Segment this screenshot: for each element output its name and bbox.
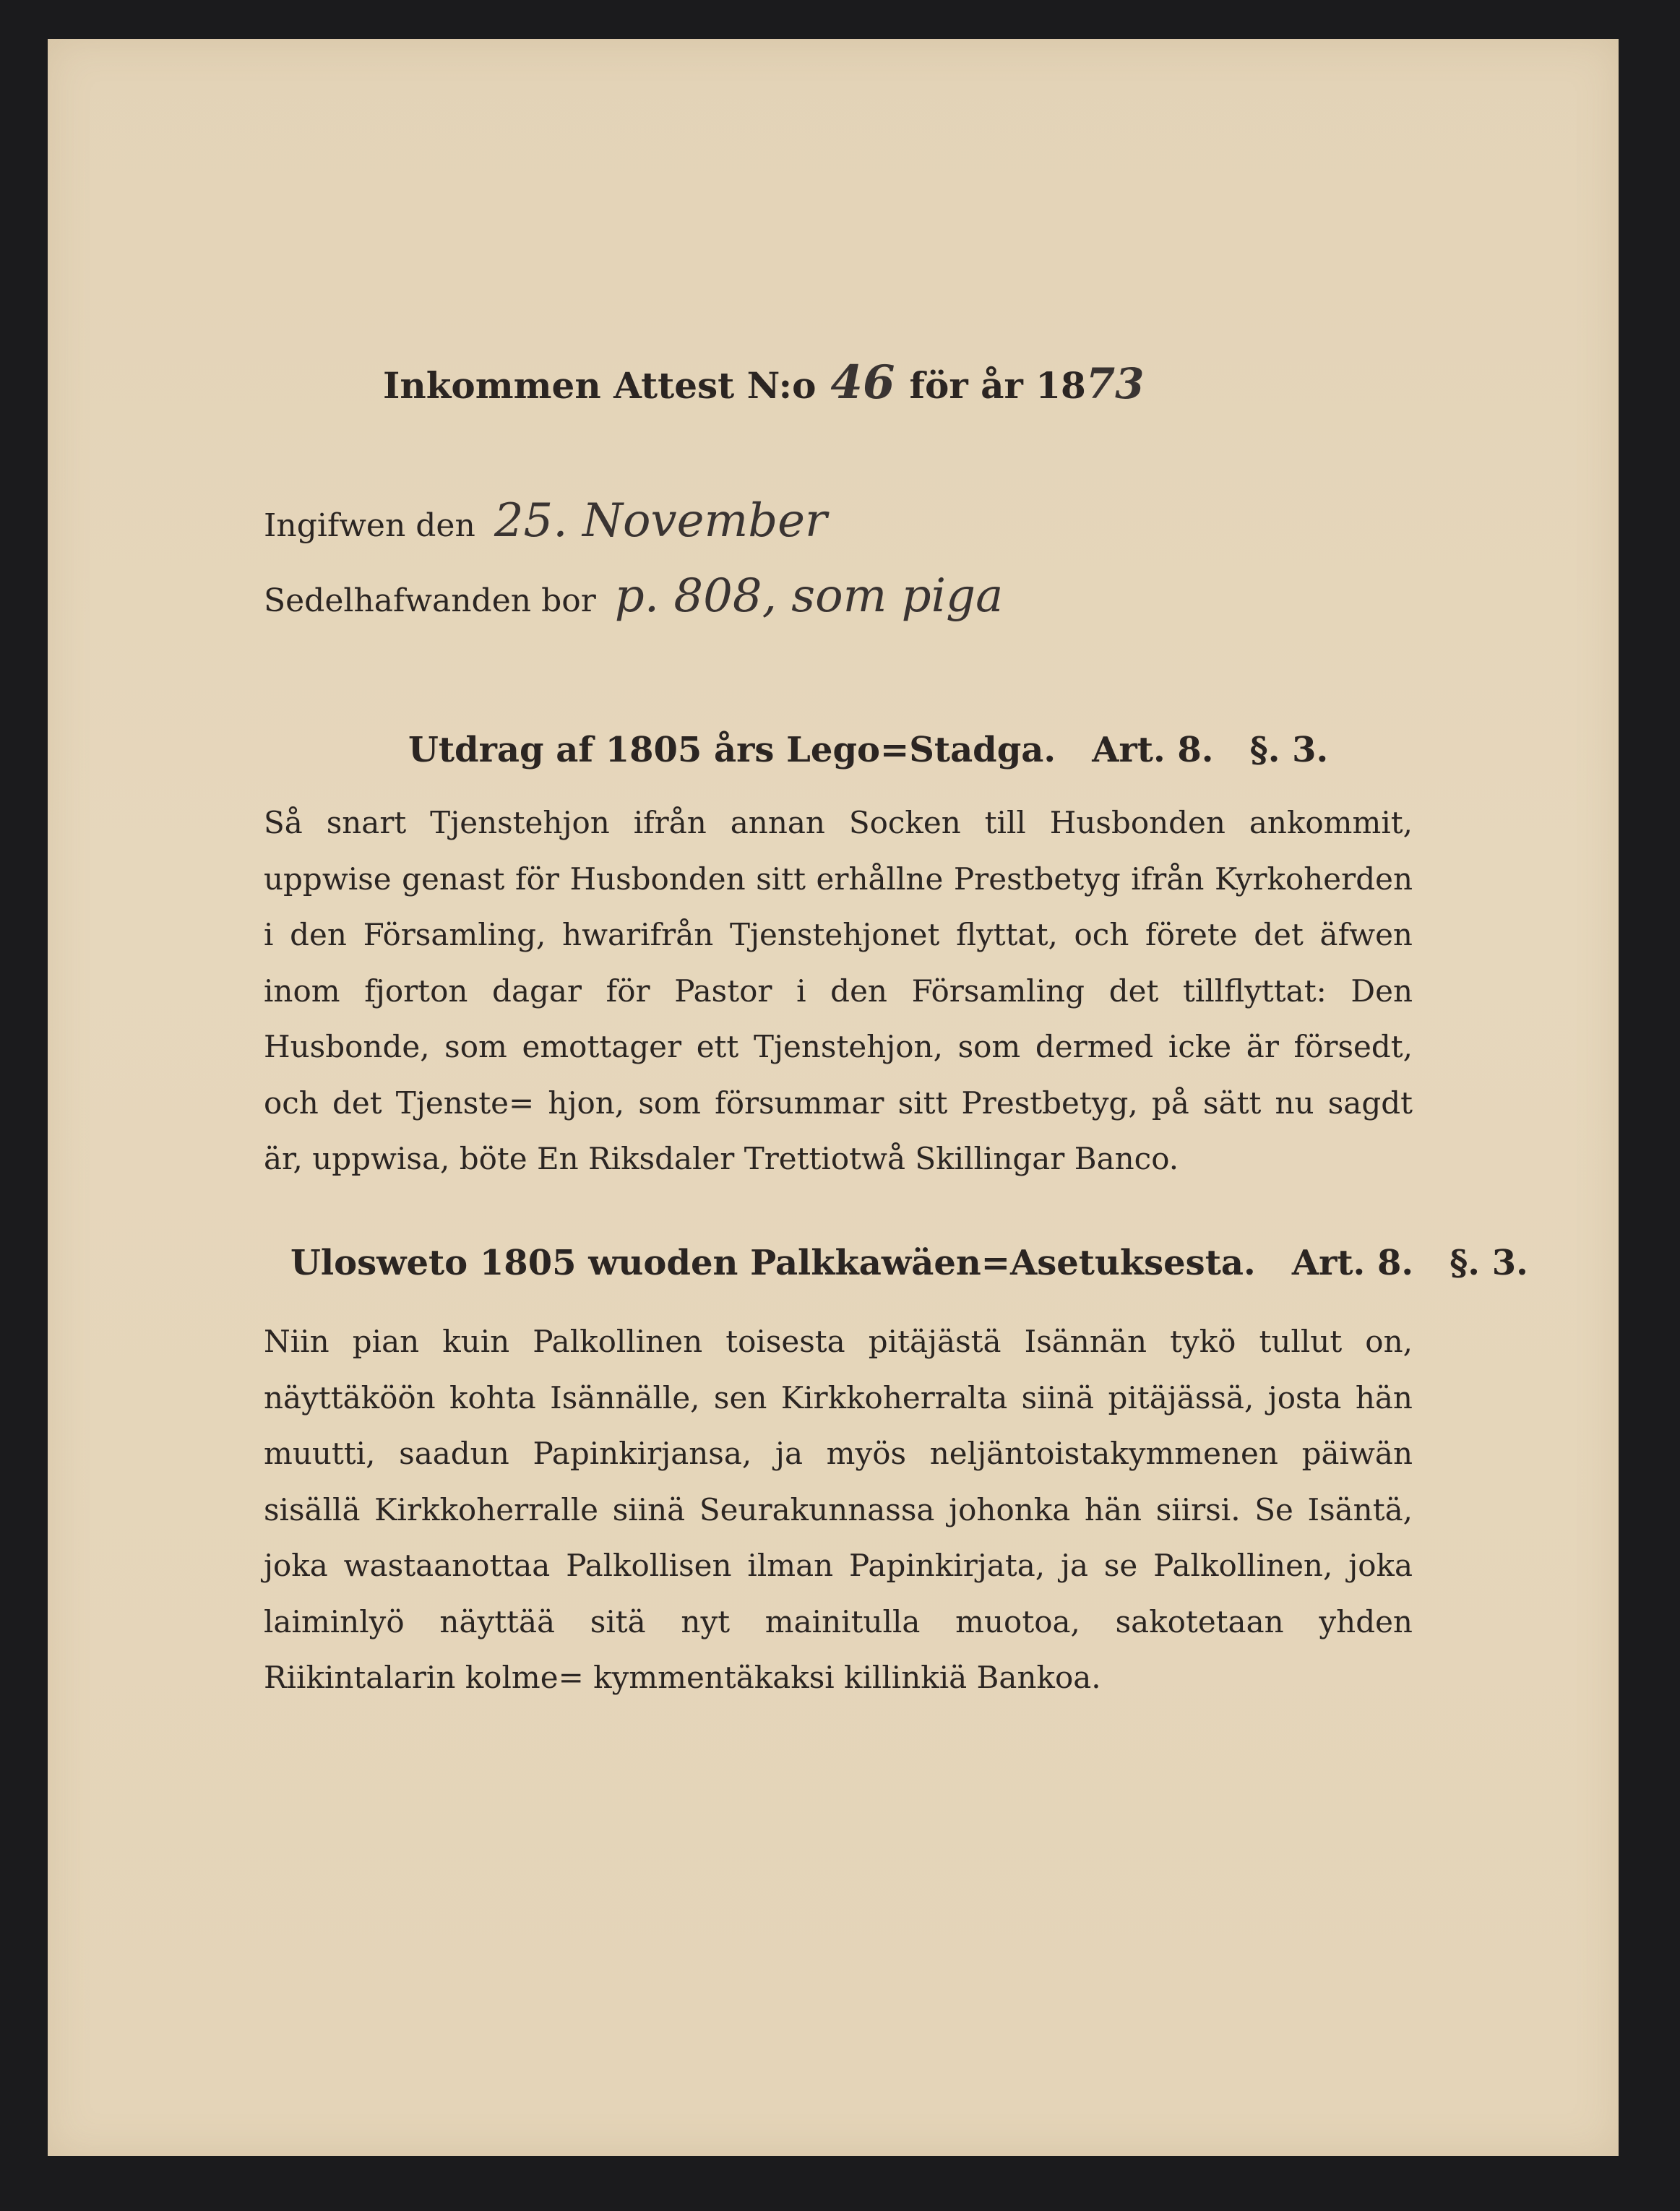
swedish-heading-article: Art. 8. — [1092, 730, 1214, 770]
year-label: för år 18 — [909, 364, 1086, 407]
finnish-heading — [290, 1243, 1528, 1283]
finnish-heading-article: Art. 8. — [1291, 1243, 1414, 1283]
finnish-body: Niin pian kuin Palkollinen toisesta pitäjästä Isännän tykö tullut on, näyttäköön kohta Isännälle, sen Kirkkoherralta siinä pitäjässä, josta hän muutti, saadun Papinkirjansa, ja myös neljäntoistakymmenen päiwän sisällä Kirkkoherralle siinä Seurakunnassa johonka hän siirsi. Se Isäntä, joka wastaanottaa Palkollisen ilman Papinkirjata, ja se Palkollinen, joka laiminlyö näyttää sitä nyt mainitulla muotoa, sakotetaan yhden Riikintalarin kolme= kymmentäkaksi killinkiä Bankoa. — [264, 1324, 1413, 1695]
swedish-heading-paragraph: §. 3. — [1249, 730, 1329, 770]
finnish-heading-paragraph: §. 3. — [1449, 1243, 1528, 1283]
title-label: Inkommen Attest N:o — [383, 364, 817, 407]
swedish-body: Så snart Tjenstehjon ifrån annan Socken till Husbonden ankommit, uppwise genast för Husbonden sitt erhållne Prestbetyg ifrån Kyrkoherden i den Församling, hwarifrån Tjenstehjonet flyttat, och förete det äfwen inom fjorton dagar för Pastor i den Församling det tillflyttat: Den Husbonde, som emottager ett Tjenstehjon, som dermed icke är försedt, och det Tjenste= hjon, som försummar sitt Prestbetyg, på sätt nu sagdt är, uppwisa, böte En Riksdaler Trettiotwå Skillingar Banco. — [264, 805, 1413, 1176]
certificate-title — [383, 355, 1322, 435]
certificate-number: 46 — [830, 355, 895, 410]
swedish-heading — [408, 730, 1328, 770]
finnish-heading-title: Ulosweto 1805 wuoden Palkkawäen=Asetuksesta. — [290, 1243, 1256, 1283]
swedish-heading-title: Utdrag af 1805 års Lego=Stadga. — [408, 730, 1056, 770]
year-suffix: 73 — [1085, 359, 1145, 408]
submitted-date: 25. November — [494, 494, 827, 548]
submitted-label: Ingifwen den — [264, 507, 475, 544]
resident-line — [264, 569, 1003, 634]
resident-value: p. 808, som piga — [614, 569, 1004, 623]
resident-label: Sedelhafwanden bor — [264, 582, 596, 619]
submitted-line — [264, 494, 827, 559]
